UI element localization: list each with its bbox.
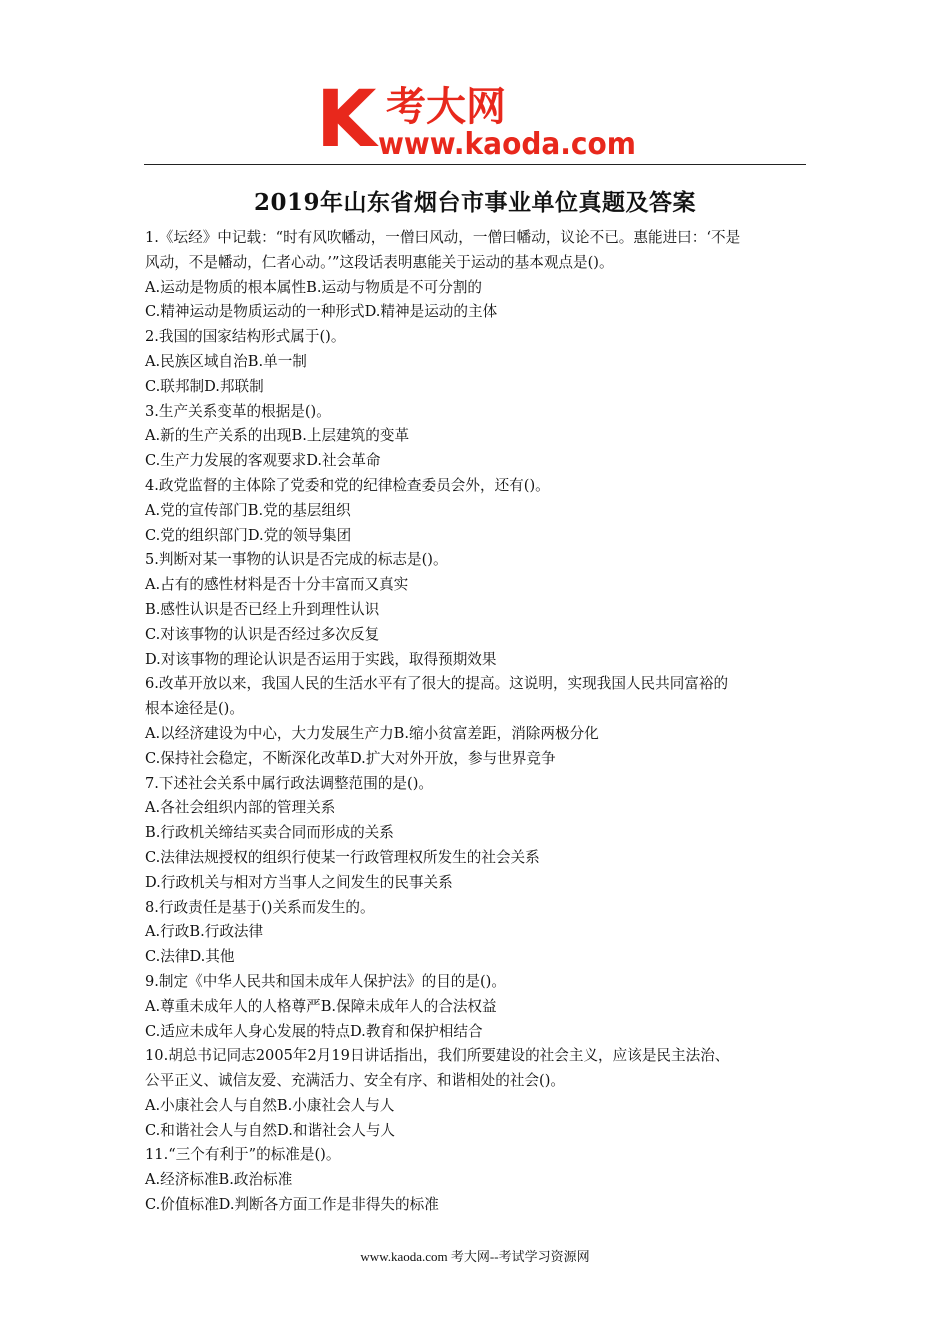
text-line: A.党的宣传部门B.党的基层组织 xyxy=(145,501,351,519)
kaoda-logo xyxy=(316,80,638,158)
text-line: C.适应未成年人身心发展的特点D.教育和保护相结合 xyxy=(145,1022,483,1040)
text-line: 4.政党监督的主体除了党委和党的纪律检查委员会外，还有()。 xyxy=(145,476,550,494)
text-line: A.尊重未成年人的人格尊严B.保障未成年人的合法权益 xyxy=(145,997,497,1015)
text-line: A.以经济建设为中心，大力发展生产力B.缩小贫富差距，消除两极分化 xyxy=(145,724,599,742)
kaoda-logo-graphic xyxy=(316,80,638,158)
text-line: A.运动是物质的根本属性B.运动与物质是不可分割的 xyxy=(145,278,483,296)
text-line: 2.我国的国家结构形式属于()。 xyxy=(145,328,346,346)
text-line: C.联邦制D.邦联制 xyxy=(145,377,264,395)
text-line: 根本途径是()。 xyxy=(145,700,244,718)
text-line: C.法律D.其他 xyxy=(145,948,235,966)
text-line: 6.改革开放以来，我国人民的生活水平有了很大的提高。这说明，实现我国人民共同富裕的 xyxy=(145,675,729,693)
text-line: A.小康社会人与自然B.小康社会人与人 xyxy=(145,1096,395,1114)
text-line: 1.《坛经》中记载：“时有风吹幡动，一僧曰风动，一僧曰幡动，议论不已。惠能进曰：‘不是 xyxy=(145,229,741,246)
logo-letter: K xyxy=(316,80,377,158)
text-line: C.对该事物的认识是否经过多次反复 xyxy=(145,625,380,643)
text-line: C.党的组织部门D.党的领导集团 xyxy=(145,526,352,544)
text-line: 8.行政责任是基于()关系而发生的。 xyxy=(145,898,375,916)
text-line: 风动，不是幡动，仁者心动。’”这段话表明惠能关于运动的基本观点是()。 xyxy=(145,253,614,271)
text-line: D.行政机关与相对方当事人之间发生的民事关系 xyxy=(145,873,453,891)
text-line: B.行政机关缔结买卖合同而形成的关系 xyxy=(145,824,394,842)
text-line: 11.“三个有利于”的标准是()。 xyxy=(145,1146,341,1164)
text-line: 10.胡总书记同志2005年2月19日讲话指出，我们所要建设的社会主义，应该是民主法治、 xyxy=(145,1047,730,1065)
text-line: C.保持社会稳定，不断深化改革D.扩大对外开放，参与世界竞争 xyxy=(145,749,556,767)
logo-name: 考大网 xyxy=(386,84,506,130)
text-line: 公平正义、诚信友爱、充满活力、安全有序、和谐相处的社会()。 xyxy=(145,1072,566,1090)
header-divider xyxy=(144,164,806,165)
text-line: A.各社会组织内部的管理关系 xyxy=(145,799,336,817)
text-line: 7.下述社会关系中属行政法调整范围的是()。 xyxy=(145,774,434,792)
document-title: 2019年山东省烟台市事业单位真题及答案 xyxy=(253,189,696,216)
text-line: A.新的生产关系的出现B.上层建筑的变革 xyxy=(145,427,410,445)
text-line: A.行政B.行政法律 xyxy=(145,923,264,941)
text-line: C.生产力发展的客观要求D.社会革命 xyxy=(145,452,381,470)
text-line: C.和谐社会人与自然D.和谐社会人与人 xyxy=(145,1121,396,1139)
text-line: A.占有的感性材料是否十分丰富而又真实 xyxy=(145,576,409,594)
text-line: A.经济标准B.政治标准 xyxy=(145,1171,293,1189)
text-line: D.对该事物的理论认识是否运用于实践，取得预期效果 xyxy=(145,650,497,668)
text-line: C.价值标准D.判断各方面工作是非得失的标准 xyxy=(145,1196,439,1214)
text-line: B.感性认识是否已经上升到理性认识 xyxy=(145,600,380,618)
question-body xyxy=(145,226,807,1218)
logo-url: www.kaoda.com xyxy=(378,127,636,158)
page-footer: www.kaoda.com 考大网--考试学习资源网 xyxy=(360,1249,590,1264)
text-line: A.民族区域自治B.单一制 xyxy=(145,352,307,370)
text-line: 5.判断对某一事物的认识是否完成的标志是()。 xyxy=(145,551,448,569)
text-line: 9.制定《中华人民共和国未成年人保护法》的目的是()。 xyxy=(145,972,506,990)
text-line: 3.生产关系变革的根据是()。 xyxy=(145,402,331,420)
text-line: C.精神运动是物质运动的一种形式D.精神是运动的主体 xyxy=(145,303,498,321)
text-line: C.法律法规授权的组织行使某一行政管理权所发生的社会关系 xyxy=(145,848,540,866)
